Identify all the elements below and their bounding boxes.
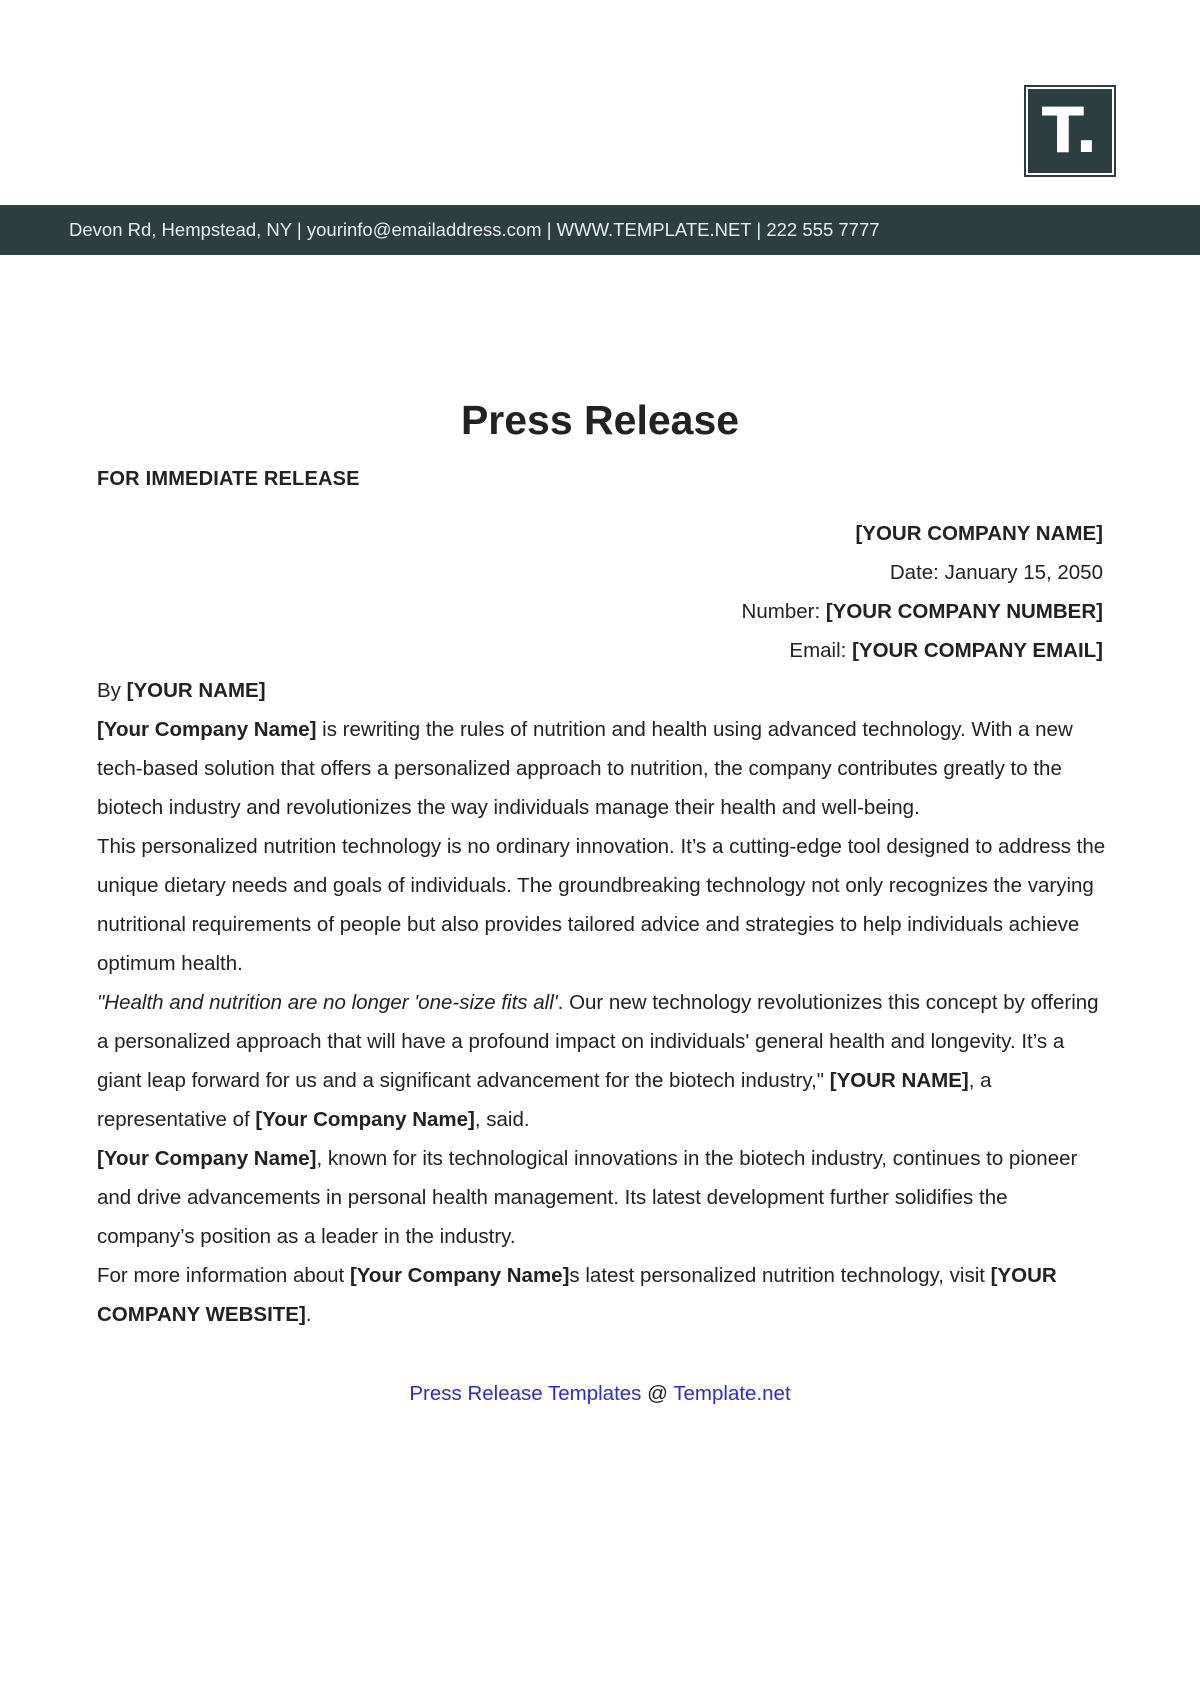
press-release-templates-link[interactable]: Press Release Templates xyxy=(409,1382,642,1405)
contact-banner xyxy=(0,205,1200,255)
company-meta-block xyxy=(742,514,1103,670)
meta-email: Email: [YOUR COMPANY EMAIL] xyxy=(789,639,1103,662)
meta-number: Number: [YOUR COMPANY NUMBER] xyxy=(741,600,1103,623)
footer-attribution xyxy=(0,1374,1200,1413)
footer-separator: @ xyxy=(641,1382,674,1405)
paragraph-technology: This personalized nutrition technology is no ordinary innovation. It’s a cutting-edge tool designed to address the unique dietary needs and goals of individuals. The groundbreaking technology not only recognizes the varying nutritional requirements of people but also provides tailored advice and strategies to help individuals achieve optimum health. xyxy=(97,835,1106,975)
meta-company-name: [YOUR COMPANY NAME] xyxy=(855,522,1103,545)
release-tag: FOR IMMEDIATE RELEASE xyxy=(97,468,360,490)
byline: By [YOUR NAME] xyxy=(97,679,266,702)
meta-date: Date: January 15, 2050 xyxy=(889,561,1103,584)
paragraph-quote: "Health and nutrition are no longer 'one-size fits all'. Our new technology revolutionizes this concept by offering a personalized approach that will have a profound impact on individuals' general health and longevity. It’s a giant leap forward for us and a significant advancement for the biotech industry," [YOUR NAME], a representative of [Your Company Name], said. xyxy=(97,991,1099,1131)
paragraph-company: [Your Company Name], known for its technological innovations in the biotech industry, continues to pioneer and drive advancements in personal health management. Its latest development further solidifies the company’s position as a leader in the industry. xyxy=(97,1147,1078,1248)
logo-letter: T. xyxy=(1041,94,1099,167)
paragraph-more-info: For more information about [Your Company Name]s latest personalized nutrition technology, visit [YOUR COMPANY WEBSITE]. xyxy=(97,1264,1057,1326)
page-title: Press Release xyxy=(460,397,740,443)
template-net-link[interactable]: Template.net xyxy=(673,1382,791,1405)
press-body xyxy=(97,671,1107,1334)
contact-line: Devon Rd, Hempstead, NY | yourinfo@emailaddress.com | WWW.TEMPLATE.NET | 222 555 7777 xyxy=(69,219,880,240)
brand-logo xyxy=(1027,88,1113,174)
paragraph-intro: [Your Company Name] is rewriting the rules of nutrition and health using advanced technology. With a new tech-based solution that offers a personalized approach to nutrition, the company contributes greatly to the biotech industry and revolutionizes the way individuals manage their health and well-being. xyxy=(97,718,1073,819)
